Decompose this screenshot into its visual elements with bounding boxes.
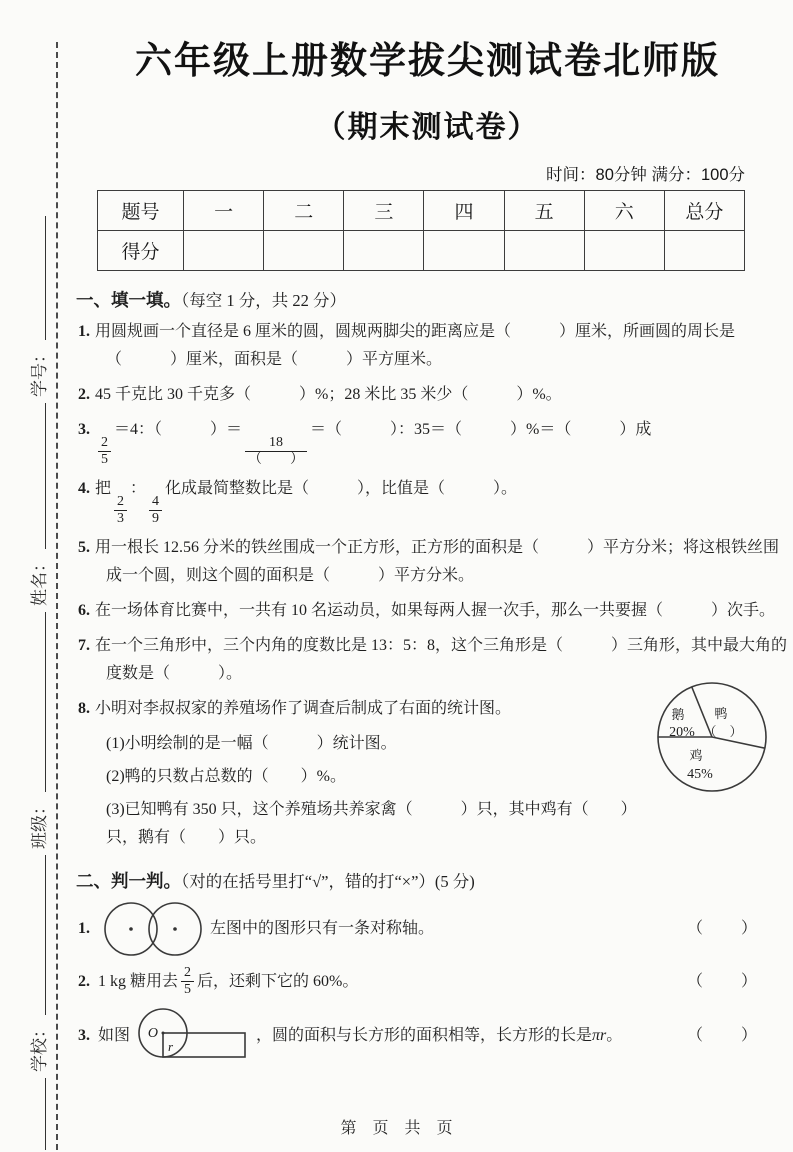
pie-chart [646, 680, 786, 803]
score-cell [424, 231, 504, 271]
fraction-2-3: $\frac{2}{3}$ [114, 494, 127, 527]
question-2 [78, 381, 787, 409]
exam-info: 时间：80分钟 满分：100分 [546, 166, 745, 184]
answer-bracket: （ ） [686, 1027, 759, 1045]
student-info-sidebar [16, 105, 58, 1150]
score-cell [344, 231, 424, 271]
question-8-sub1: (1)小明绘制的是一幅（ ）统计图。 [106, 735, 397, 753]
question-text: 。 [606, 1027, 623, 1045]
page-title: 六年级上册数学拔尖测试卷北师版 [135, 40, 720, 81]
section1-heading [76, 287, 793, 312]
section1-heading-note: （每空 1 分，共 22 分） [181, 291, 346, 310]
question-text: 用圆规画一个直径是 6 厘米的圆，圆规两脚尖的距离应是（ ）厘米，所画圆的周长是（ ）厘米，面积是（ ）平方厘米。 [95, 323, 736, 368]
header-cell-1: 一 [184, 191, 264, 231]
question-text: 在一场体育比赛中，一共有 10 名运动员，如果每两人握一次手，那么一共要握（ ）次手。 [95, 602, 776, 620]
question-number: 2. [78, 972, 90, 990]
header-cell-6: 六 [584, 191, 664, 231]
name-label: 姓名： [29, 555, 49, 606]
school-blank-line [28, 1078, 46, 1150]
question-text: ＝4：（ ）＝ [114, 421, 243, 438]
score-cell [664, 231, 744, 271]
pie-value-duck: （ ） [703, 724, 743, 739]
section1-heading-title: 一、填一填。 [76, 290, 181, 310]
header-cell-question-no: 题号 [98, 191, 184, 231]
score-cell [584, 231, 664, 271]
student-no-label: 学号： [29, 346, 49, 397]
question-text: 1 kg 糖用去 [98, 972, 179, 990]
score-table [97, 190, 745, 271]
pie-value-chicken: 45% [687, 767, 713, 782]
pie-label-goose: 鹅 [671, 707, 685, 722]
tf-question-1 [78, 899, 787, 959]
question-6 [78, 597, 787, 625]
question-text: 小明对李叔叔家的养殖场作了调查后制成了右面的统计图。 [95, 700, 512, 718]
header-cell-4: 四 [424, 191, 504, 231]
question-text: 把 [95, 480, 112, 498]
question-text: 如图 [98, 1027, 131, 1045]
pie-label-chicken: 鸡 [689, 748, 703, 763]
question-text: ，圆的面积与长方形的面积相等，长方形的长是 [256, 1027, 593, 1045]
student-no-blank-line [28, 403, 46, 549]
question-1 [78, 318, 787, 374]
question-3 [78, 416, 787, 468]
question-text: 45 千克比 30 千克多（ ）%；28 米比 35 米少（ ）%。 [95, 386, 562, 403]
question-text: ： [130, 480, 147, 498]
header-cell-3: 三 [344, 191, 424, 231]
center-label-o: O [147, 1026, 159, 1042]
top-blank-line [28, 216, 46, 340]
fraction-2-5: $\frac{2}{5}$ [98, 435, 111, 468]
question-text: ＝（ ）：35＝（ ）%＝（ ）成 [310, 421, 652, 438]
page-subtitle: （期末测试卷） [315, 111, 540, 144]
fraction-4-9: $\frac{4}{9}$ [149, 494, 162, 527]
question-number: 6. [78, 602, 90, 620]
question-text: 用一根长 12.56 分米的铁丝围成一个正方形，正方形的面积是（ ）平方分米；将这根铁丝围成一个圆，则这个圆的面积是（ ）平方分米。 [95, 539, 780, 585]
exam-paper [62, 30, 793, 1068]
class-blank-line [28, 855, 46, 1015]
question-number: 3. [78, 1027, 90, 1045]
class-label: 班级： [29, 798, 49, 849]
name-blank-line [28, 612, 46, 792]
answer-bracket: （ ） [686, 920, 759, 938]
question-5 [78, 534, 787, 590]
section2-heading [76, 868, 793, 893]
question-number: 2. [78, 386, 90, 403]
question-text: 后，还剩下它的 60%。 [197, 972, 359, 990]
question-number: 5. [78, 539, 90, 557]
question-number: 8. [78, 700, 90, 718]
question-text: 化成最简整数比是（ ），比值是（ ）。 [165, 480, 518, 498]
question-text: 在一个三角形中，三个内角的度数比是 13：5：8，这个三角形是（ ）三角形，其中最大角的度数是（ ）。 [95, 637, 788, 683]
overlapping-circles-figure [102, 899, 206, 959]
fraction-18-blank: $\frac{18}{( )}$ [245, 435, 307, 468]
question-number: 1. [78, 920, 90, 938]
score-cell [504, 231, 584, 271]
page-footer: 第 页 共 页 [340, 1120, 453, 1137]
header-cell-total: 总分 [664, 191, 744, 231]
section2-heading-note: （对的在括号里打“√”，错的打“×”）(5 分) [181, 872, 475, 892]
question-number: 3. [78, 421, 90, 438]
tf-question-2 [78, 965, 787, 998]
section2-heading-title: 二、判一判。 [76, 871, 181, 892]
question-8-sub2: (2)鸭的只数占总数的（ ）%。 [106, 768, 346, 786]
question-number: 4. [78, 480, 90, 498]
school-label: 学校： [29, 1021, 49, 1072]
circle-rectangle-figure [134, 1004, 252, 1068]
question-number: 7. [78, 637, 90, 655]
score-cell [184, 231, 264, 271]
pie-value-goose: 20% [669, 725, 695, 740]
score-table-header-row [98, 191, 745, 231]
header-cell-2: 二 [264, 191, 344, 231]
score-row-label: 得分 [98, 231, 184, 271]
score-cell [264, 231, 344, 271]
question-text: 左图中的图形只有一条对称轴。 [210, 920, 435, 938]
fraction-2-5: $\frac{2}{5}$ [181, 965, 194, 998]
question-4 [78, 475, 787, 527]
answer-bracket: （ ） [686, 972, 759, 990]
pi-r-symbol: πr [592, 1027, 607, 1045]
header-cell-5: 五 [504, 191, 584, 231]
question-number: 1. [78, 323, 90, 340]
score-table-score-row [98, 231, 745, 271]
tf-question-3 [78, 1004, 787, 1068]
pie-label-duck: 鸭 [714, 706, 728, 721]
question-8-sub3: (3)已知鸭有 350 只，这个养殖场共养家禽（ ）只，其中鸡有（ ）只，鹅有（ ）只。 [106, 801, 637, 847]
radius-label-r: r [168, 1039, 174, 1055]
